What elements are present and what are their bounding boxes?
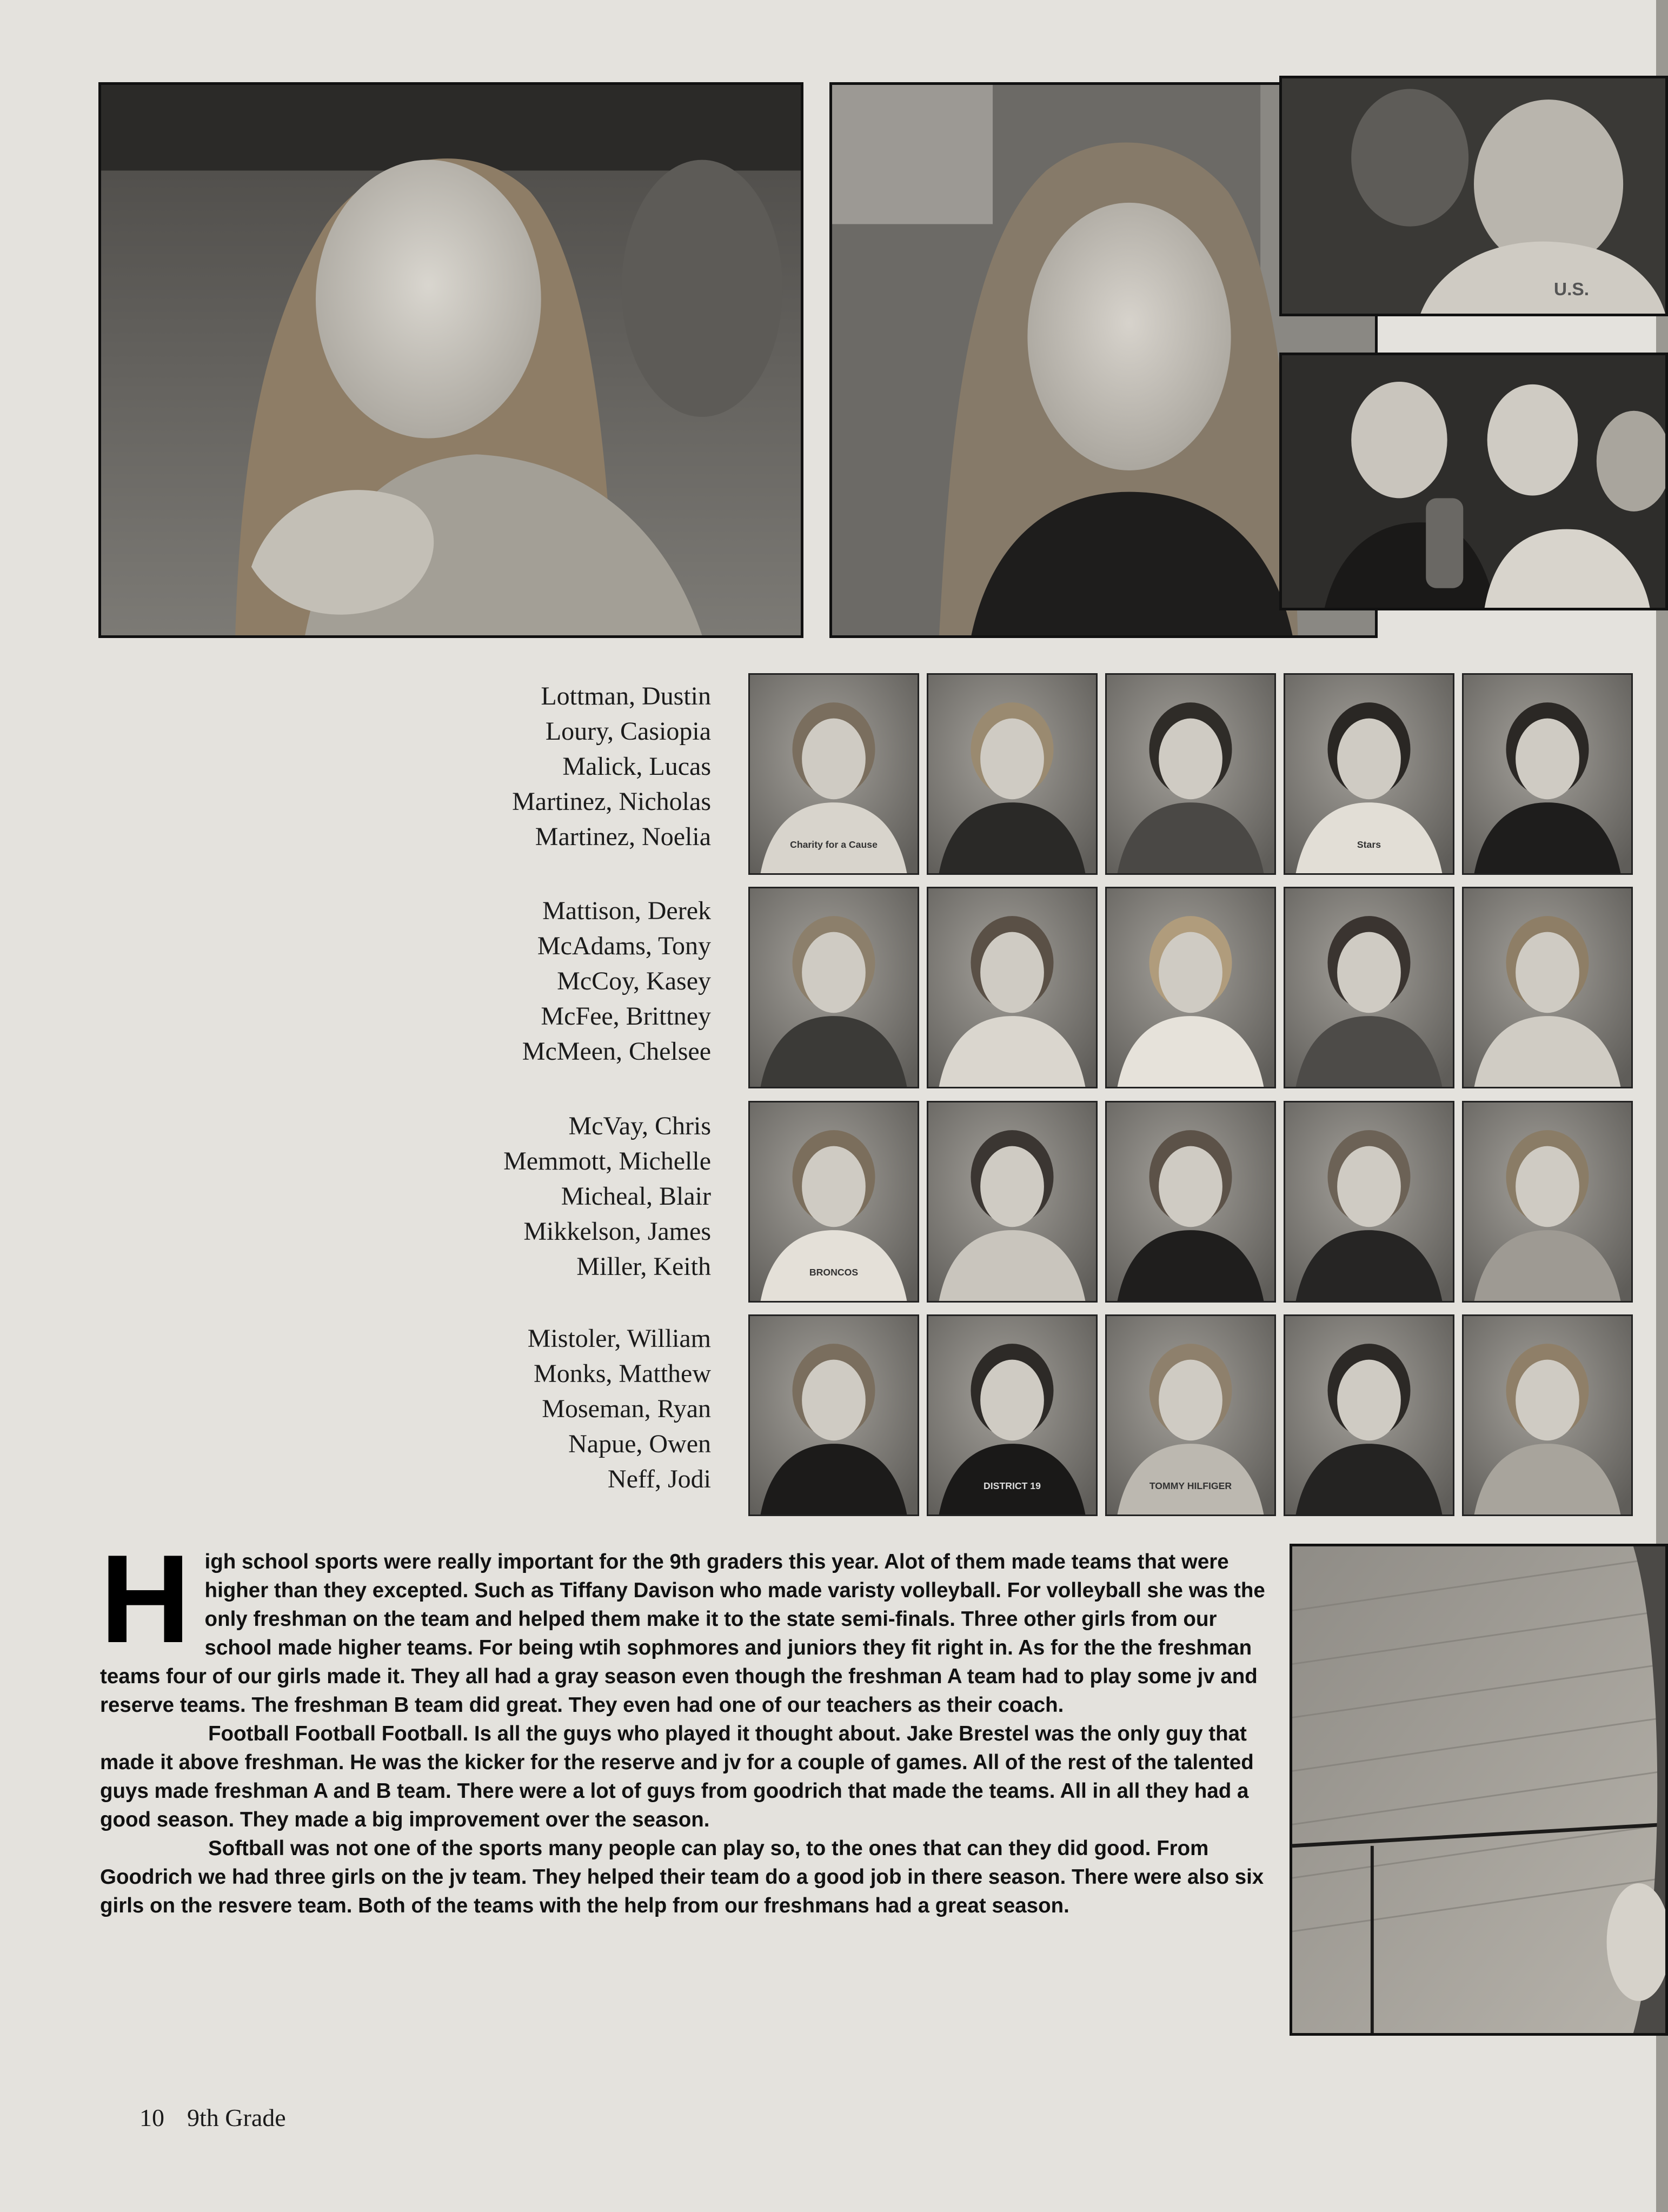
page-footer: [139, 2103, 286, 2132]
student-name: McAdams, Tony: [537, 932, 711, 960]
student-portrait: [748, 1314, 919, 1516]
feature-photo-friends-soda: [1279, 353, 1668, 610]
student-portrait: [927, 887, 1098, 1088]
article-paragraph-1: [100, 1529, 1268, 1719]
student-name: Micheal, Blair: [561, 1182, 711, 1211]
student-portrait: [1105, 887, 1276, 1088]
drop-cap: H: [100, 1529, 191, 1669]
student-portrait: [927, 1101, 1098, 1303]
student-name: Malick, Lucas: [562, 752, 711, 781]
student-name: Mattison, Derek: [542, 896, 711, 925]
student-name: Loury, Casiopia: [545, 717, 711, 746]
student-portrait: [748, 673, 919, 875]
student-name: Napue, Owen: [568, 1430, 711, 1458]
student-portrait: [1105, 1314, 1276, 1516]
student-portrait: [1462, 673, 1633, 875]
student-portrait: [1462, 1314, 1633, 1516]
portrait-shirt-text: DISTRICT 19: [983, 1480, 1041, 1491]
student-name: Neff, Jodi: [607, 1465, 711, 1493]
names-group-3: [324, 1108, 711, 1284]
photo-shirt-text: U.S.: [1553, 279, 1590, 300]
student-portrait: [748, 1101, 919, 1303]
names-group-2: [324, 893, 711, 1069]
page-number: 10: [139, 2104, 164, 2131]
student-portrait: [1105, 1101, 1276, 1303]
feature-photo-group-laughing: [1279, 76, 1668, 316]
student-name: Mikkelson, James: [523, 1217, 711, 1246]
names-group-1: [324, 679, 711, 854]
student-name: Miller, Keith: [576, 1252, 711, 1281]
feature-photo-gym-floor: [1290, 1544, 1668, 2036]
article-paragraph-3: Softball was not one of the sports many people can play so, to the ones that can they did good. From Goodrich we had three girls on the jv team. They helped their team do a good job in there season. There were also six girls on the resvere team. Both of the teams with the help from our freshmans had a great season.: [100, 1837, 1264, 1917]
student-name: McVay, Chris: [568, 1112, 711, 1140]
student-name: Moseman, Ryan: [542, 1394, 711, 1423]
student-portrait: [1462, 887, 1633, 1088]
article-paragraph-1-text: igh school sports were really important for the 9th graders this year. Alot of them made teams that were higher than they excepted. Such as Tiffany Davison who made varisty volleyball. For volleyball she was the only freshman on the team and helped them make it to the state semi-finals. Three other girls from our school made higher teams. For being wtih sophmores and juniors they fit right in. As for the the freshman teams four of our girls made it. They all had a gray season even though the freshman A team had to play some jv and reserve teams. The freshman B team did great. They even had one of our teachers as their coach.: [100, 1550, 1265, 1717]
portrait-shirt-text: BRONCOS: [809, 1266, 859, 1278]
student-name: Lottman, Dustin: [541, 682, 711, 710]
student-name: Martinez, Noelia: [535, 822, 711, 851]
feature-photo-girl-hair: [98, 82, 803, 638]
names-group-4: [324, 1321, 711, 1497]
student-name: Mistoler, William: [527, 1324, 711, 1353]
student-portrait: [1284, 1314, 1454, 1516]
portrait-shirt-text: Stars: [1357, 839, 1381, 850]
student-name: Monks, Matthew: [534, 1359, 711, 1388]
student-portrait: [927, 673, 1098, 875]
student-portrait: [748, 887, 919, 1088]
sports-article: [100, 1529, 1268, 1920]
student-name: Martinez, Nicholas: [512, 787, 711, 816]
student-name: McCoy, Kasey: [557, 967, 711, 995]
student-name: Memmott, Michelle: [503, 1147, 711, 1175]
article-paragraph-2: Football Football Football. Is all the guys who played it thought about. Jake Brestel was the only guy that made it above freshman. He was the kicker for the reserve and jv for a couple of games. All of the rest of the talented guys made freshman A and B team. There were a lot of guys from goodrich that made the teams. All in all they had a good season. They made a big improvement over the season.: [100, 1722, 1254, 1831]
student-name: McFee, Brittney: [541, 1002, 711, 1031]
portrait-shirt-text: Charity for a Cause: [790, 839, 878, 850]
student-portrait: [1284, 887, 1454, 1088]
portrait-shirt-text: TOMMY HILFIGER: [1149, 1480, 1232, 1491]
student-portrait: [1284, 1101, 1454, 1303]
student-portrait: [1284, 673, 1454, 875]
section-name: 9th Grade: [187, 2104, 286, 2131]
student-portrait: [927, 1314, 1098, 1516]
student-portrait: [1105, 673, 1276, 875]
student-portrait: [1462, 1101, 1633, 1303]
student-name: McMeen, Chelsee: [522, 1037, 711, 1066]
